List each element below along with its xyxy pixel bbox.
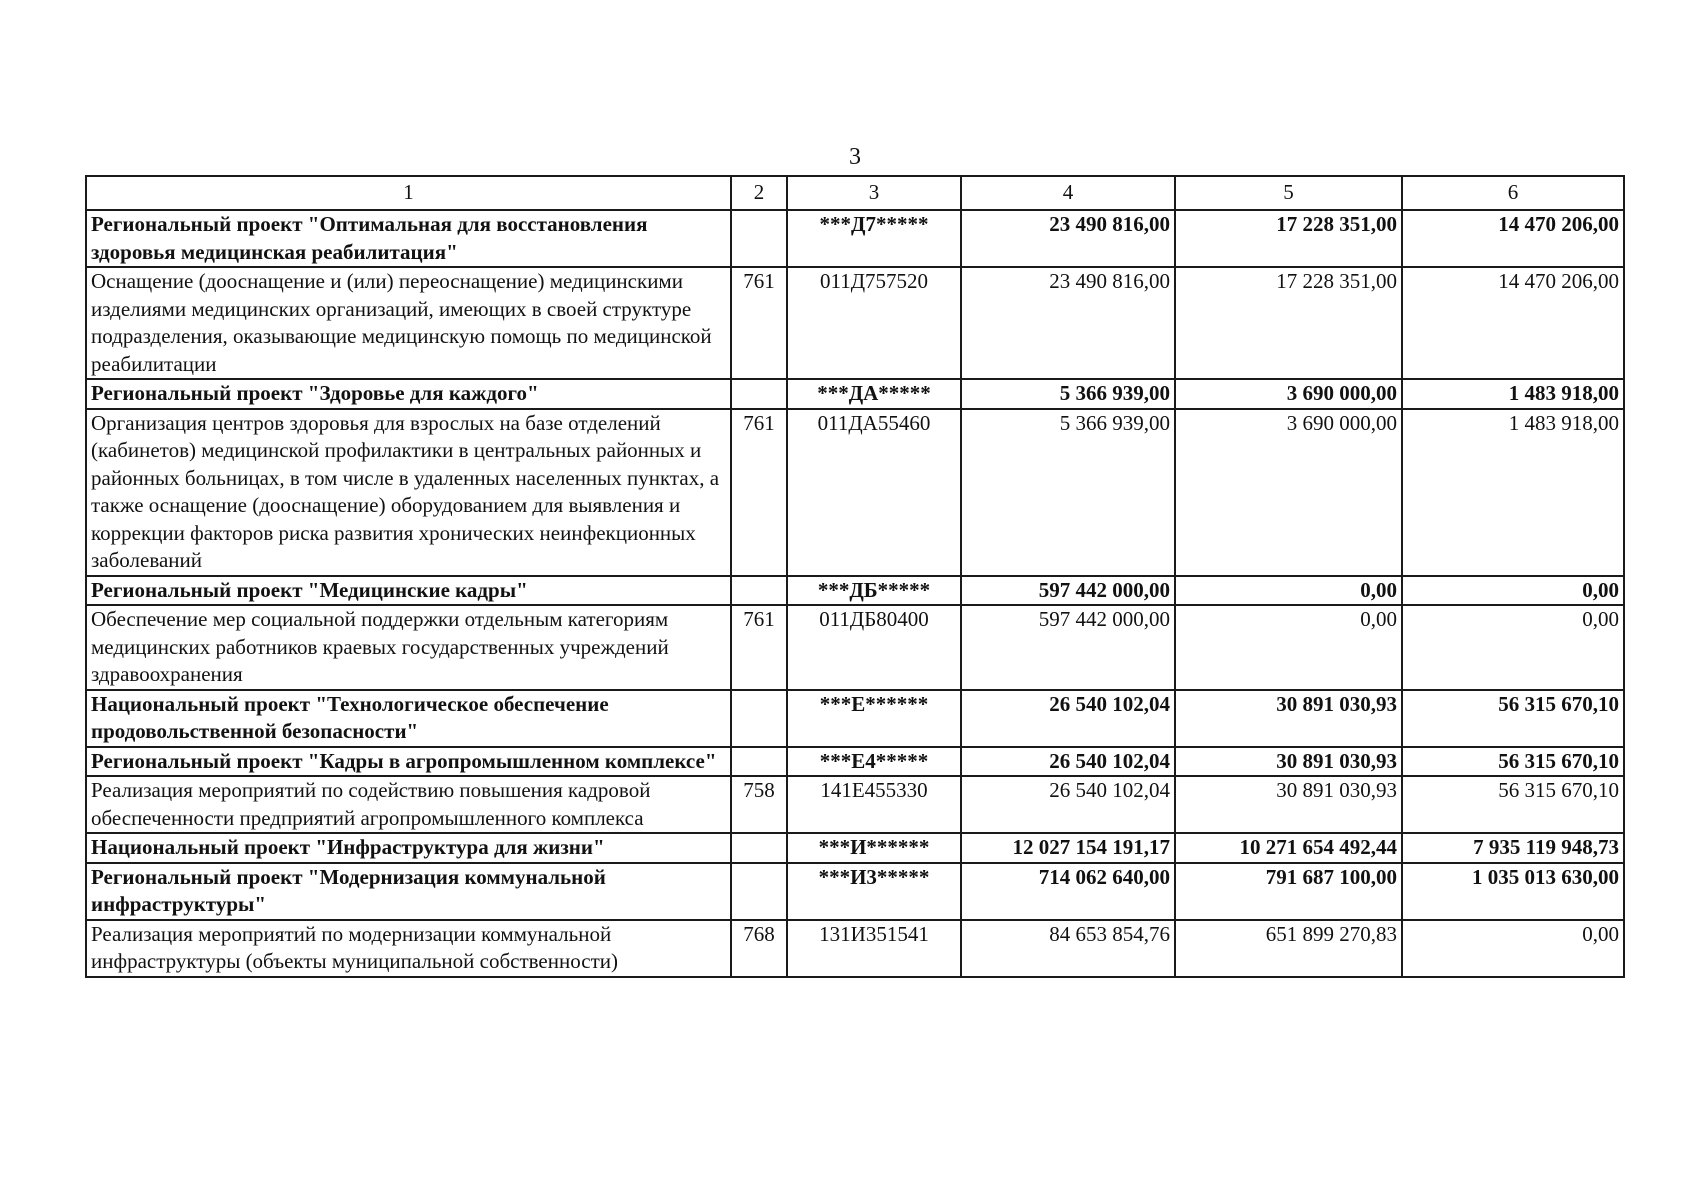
target-code-cell: 011ДА55460 <box>787 409 961 576</box>
project-row <box>86 863 1624 920</box>
ministry-code-cell <box>731 379 787 409</box>
budget-table <box>85 175 1625 978</box>
amount-col5-cell: 30 891 030,93 <box>1175 776 1402 833</box>
amount-col5-cell: 30 891 030,93 <box>1175 690 1402 747</box>
amount-col4-cell: 5 366 939,00 <box>961 379 1175 409</box>
page-number: 3 <box>849 144 861 170</box>
amount-col5-cell: 17 228 351,00 <box>1175 267 1402 379</box>
amount-col5-cell: 3 690 000,00 <box>1175 409 1402 576</box>
amount-col5-cell: 651 899 270,83 <box>1175 920 1402 977</box>
ministry-code-cell: 761 <box>731 267 787 379</box>
target-code-cell: 011ДБ80400 <box>787 605 961 690</box>
ministry-code-cell <box>731 747 787 777</box>
row-name-cell: Региональный проект "Модернизация коммунальной инфраструктуры" <box>86 863 731 920</box>
amount-col5-cell: 10 271 654 492,44 <box>1175 833 1402 863</box>
amount-col6-cell: 56 315 670,10 <box>1402 690 1624 747</box>
target-code-cell: 141Е455330 <box>787 776 961 833</box>
target-code-cell: ***Е****** <box>787 690 961 747</box>
measure-row <box>86 920 1624 977</box>
ministry-code-cell <box>731 210 787 267</box>
target-code-cell: ***И****** <box>787 833 961 863</box>
amount-col4-cell: 26 540 102,04 <box>961 690 1175 747</box>
ministry-code-cell: 758 <box>731 776 787 833</box>
row-name-cell: Региональный проект "Медицинские кадры" <box>86 576 731 606</box>
amount-col6-cell: 1 483 918,00 <box>1402 379 1624 409</box>
project-row <box>86 833 1624 863</box>
amount-col5-cell: 791 687 100,00 <box>1175 863 1402 920</box>
row-name-cell: Обеспечение мер социальной поддержки отдельным категориям медицинских работников краевых государственных учреждений здравоохранения <box>86 605 731 690</box>
column-header-2: 2 <box>731 176 787 210</box>
amount-col6-cell: 56 315 670,10 <box>1402 776 1624 833</box>
amount-col6-cell: 14 470 206,00 <box>1402 267 1624 379</box>
column-header-3: 3 <box>787 176 961 210</box>
ministry-code-cell: 761 <box>731 605 787 690</box>
ministry-code-cell <box>731 690 787 747</box>
amount-col6-cell: 7 935 119 948,73 <box>1402 833 1624 863</box>
ministry-code-cell: 761 <box>731 409 787 576</box>
project-row <box>86 576 1624 606</box>
amount-col6-cell: 14 470 206,00 <box>1402 210 1624 267</box>
amount-col4-cell: 26 540 102,04 <box>961 747 1175 777</box>
row-name-cell: Региональный проект "Кадры в агропромышленном комплексе" <box>86 747 731 777</box>
amount-col5-cell: 30 891 030,93 <box>1175 747 1402 777</box>
amount-col4-cell: 597 442 000,00 <box>961 605 1175 690</box>
project-row <box>86 379 1624 409</box>
amount-col6-cell: 0,00 <box>1402 920 1624 977</box>
target-code-cell: 011Д757520 <box>787 267 961 379</box>
ministry-code-cell: 768 <box>731 920 787 977</box>
amount-col4-cell: 23 490 816,00 <box>961 267 1175 379</box>
target-code-cell: 131И351541 <box>787 920 961 977</box>
row-name-cell: Реализация мероприятий по модернизации коммунальной инфраструктуры (объекты муниципальной собственности) <box>86 920 731 977</box>
amount-col4-cell: 714 062 640,00 <box>961 863 1175 920</box>
amount-col5-cell: 0,00 <box>1175 605 1402 690</box>
ministry-code-cell <box>731 576 787 606</box>
row-name-cell: Оснащение (дооснащение и (или) переоснащение) медицинскими изделиями медицинских организаций, имеющих в своей структуре подразделения, оказывающие медицинскую помощь по медицинской реабилитации <box>86 267 731 379</box>
target-code-cell: ***ДБ***** <box>787 576 961 606</box>
project-row <box>86 210 1624 267</box>
target-code-cell: ***И3***** <box>787 863 961 920</box>
target-code-cell: ***ДА***** <box>787 379 961 409</box>
column-header-6: 6 <box>1402 176 1624 210</box>
amount-col4-cell: 26 540 102,04 <box>961 776 1175 833</box>
target-code-cell: ***Д7***** <box>787 210 961 267</box>
ministry-code-cell <box>731 833 787 863</box>
amount-col5-cell: 3 690 000,00 <box>1175 379 1402 409</box>
target-code-cell: ***Е4***** <box>787 747 961 777</box>
amount-col4-cell: 23 490 816,00 <box>961 210 1175 267</box>
amount-col6-cell: 0,00 <box>1402 576 1624 606</box>
amount-col4-cell: 12 027 154 191,17 <box>961 833 1175 863</box>
measure-row <box>86 605 1624 690</box>
project-row <box>86 690 1624 747</box>
column-header-1: 1 <box>86 176 731 210</box>
amount-col6-cell: 1 035 013 630,00 <box>1402 863 1624 920</box>
table-body <box>86 210 1624 977</box>
measure-row <box>86 776 1624 833</box>
measure-row <box>86 409 1624 576</box>
measure-row <box>86 267 1624 379</box>
amount-col5-cell: 17 228 351,00 <box>1175 210 1402 267</box>
amount-col4-cell: 84 653 854,76 <box>961 920 1175 977</box>
column-header-4: 4 <box>961 176 1175 210</box>
row-name-cell: Региональный проект "Оптимальная для восстановления здоровья медицинская реабилитация" <box>86 210 731 267</box>
amount-col6-cell: 0,00 <box>1402 605 1624 690</box>
table-header-row <box>86 176 1624 210</box>
amount-col4-cell: 597 442 000,00 <box>961 576 1175 606</box>
amount-col6-cell: 56 315 670,10 <box>1402 747 1624 777</box>
amount-col5-cell: 0,00 <box>1175 576 1402 606</box>
row-name-cell: Национальный проект "Инфраструктура для жизни" <box>86 833 731 863</box>
amount-col6-cell: 1 483 918,00 <box>1402 409 1624 576</box>
column-header-5: 5 <box>1175 176 1402 210</box>
row-name-cell: Реализация мероприятий по содействию повышения кадровой обеспеченности предприятий агропромышленного комплекса <box>86 776 731 833</box>
project-row <box>86 747 1624 777</box>
row-name-cell: Региональный проект "Здоровье для каждого" <box>86 379 731 409</box>
ministry-code-cell <box>731 863 787 920</box>
row-name-cell: Национальный проект "Технологическое обеспечение продовольственной безопасности" <box>86 690 731 747</box>
amount-col4-cell: 5 366 939,00 <box>961 409 1175 576</box>
row-name-cell: Организация центров здоровья для взрослых на базе отделений (кабинетов) медицинской профилактики в центральных районных и районных больницах, в том числе в удаленных населенных пунктах, а также оснащение (дооснащение) оборудованием для выявления и коррекции факторов риска развития хронических неинфекционных заболеваний <box>86 409 731 576</box>
